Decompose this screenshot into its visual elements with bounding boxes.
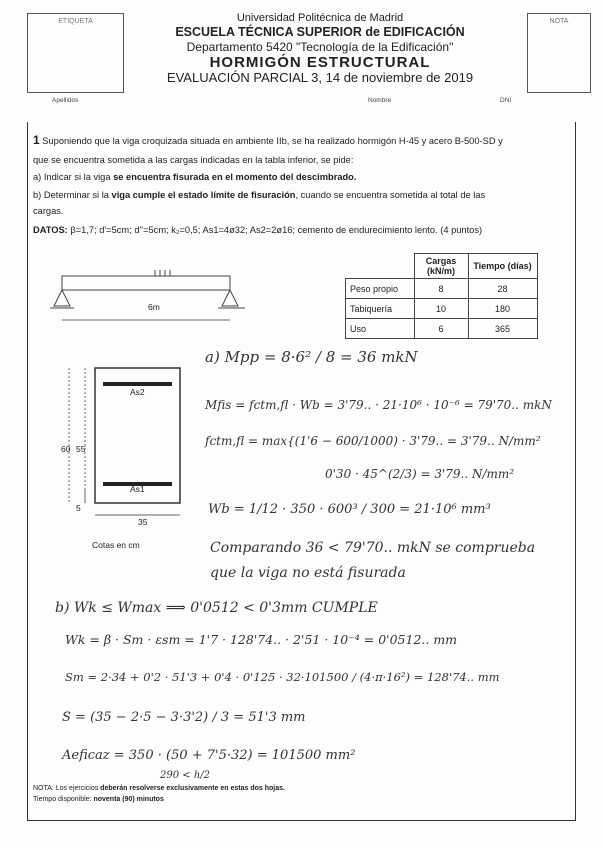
table-header-cell bbox=[346, 254, 415, 279]
footer-note-bold: deberán resolverse exclusivamente en estas dos hojas. bbox=[100, 785, 285, 792]
id-field: DNI bbox=[500, 97, 512, 104]
footer-note-text: NOTA: Los ejercicios bbox=[33, 785, 101, 792]
as2-label: As2 bbox=[130, 387, 145, 397]
footer-note bbox=[33, 785, 285, 792]
answer-line: Wk = β · Sm · εsm = 1'7 · 128'74.. · 2'51 · 10⁻⁴ = 0'0512.. mm bbox=[65, 632, 458, 647]
loads-table bbox=[345, 253, 538, 339]
cover-dim: 5 bbox=[76, 503, 81, 513]
table-row bbox=[346, 299, 538, 319]
footer-time bbox=[33, 796, 164, 803]
question-a-bold: se encuentra fisurada en el momento del descimbrado. bbox=[113, 172, 357, 182]
table-cell: 180 bbox=[468, 299, 537, 319]
name-field: Nombre bbox=[368, 97, 392, 104]
subject-title: HORMIGÓN ESTRUCTURAL bbox=[209, 54, 431, 71]
question-b-text: b) Determinar si la bbox=[33, 190, 112, 200]
problem-line-1 bbox=[33, 133, 503, 147]
problem-data bbox=[33, 225, 482, 235]
table-header-cell: Cargas (kN/m) bbox=[425, 256, 457, 276]
problem-number: 1 bbox=[33, 133, 40, 147]
answer-line: 290 < h/2 bbox=[160, 770, 210, 781]
question-b-post: , cuando se encuentra sometida al total de las bbox=[295, 190, 486, 200]
table-row bbox=[346, 319, 538, 339]
answer-line: Comparando 36 < 79'70.. mkN se comprueba bbox=[210, 540, 536, 556]
span-label: 6m bbox=[148, 302, 160, 312]
data-label: DATOS: bbox=[33, 225, 68, 235]
table-cell: 6 bbox=[414, 319, 468, 339]
answer-line: S = (35 − 2·5 − 3·3'2) / 3 = 51'3 mm bbox=[62, 710, 306, 725]
table-row bbox=[346, 279, 538, 299]
surname-field: Apellidos bbox=[52, 97, 79, 104]
answer-line: b) Wk ≤ Wmax ⟹ 0'0512 < 0'3mm CUMPLE bbox=[55, 600, 378, 616]
university: Universidad Politécnica de Madrid bbox=[236, 12, 404, 24]
grade-box-title: NOTA bbox=[549, 18, 569, 25]
depth-total: 60 bbox=[61, 444, 71, 454]
table-cell: Peso propio bbox=[346, 279, 415, 299]
table-cell: Uso bbox=[346, 319, 415, 339]
table-header-cell: Tiempo (días) bbox=[473, 261, 532, 271]
answer-line: Sm = 2·34 + 0'2 · 51'3 + 0'4 · 0'125 · 32·101500 / (4·π·16²) = 128'74.. mm bbox=[65, 670, 500, 684]
units-note: Cotas en cm bbox=[92, 540, 140, 550]
exam-title: EVALUACIÓN PARCIAL 3, 14 de noviembre de 2019 bbox=[166, 70, 474, 85]
answer-line: a) Mpp = 8·6² / 8 = 36 mkN bbox=[205, 348, 418, 366]
question-a-text: a) Indicar si la viga bbox=[33, 172, 114, 182]
problem-line-2: que se encuentra sometida a las cargas indicadas en la tabla inferior, se pide: bbox=[33, 155, 354, 165]
answer-line: Mfis = fctm,fl · Wb = 3'79.. · 21·10⁶ · 10⁻⁶ = 79'70.. mkN bbox=[205, 398, 552, 412]
answer-line: 0'30 · 45^(2/3) = 3'79.. N/mm² bbox=[325, 467, 515, 481]
answer-line: Wb = 1/12 · 350 · 600³ / 300 = 21·10⁶ mm³ bbox=[208, 502, 491, 517]
school: ESCUELA TÉCNICA SUPERIOR de EDIFICACIÓN bbox=[175, 25, 465, 39]
question-b-cont: cargas. bbox=[33, 206, 64, 216]
data-values: β=1,7; d'=5cm; d''=5cm; k₂=0,5; As1=4ø32; As2=2ø16; cemento de endurecimiento lento. (4 puntos) bbox=[70, 225, 483, 235]
table-cell: 365 bbox=[468, 319, 537, 339]
answer-line: que la viga no está fisurada bbox=[210, 565, 406, 581]
label-box-title: ETIQUETA bbox=[58, 18, 93, 25]
question-a bbox=[33, 172, 356, 182]
answer-line: Aeficaz = 350 · (50 + 7'5·32) = 101500 mm² bbox=[62, 748, 356, 763]
department: Departamento 5420 "Tecnología de la Edificación" bbox=[186, 40, 454, 54]
beam-diagram bbox=[50, 268, 250, 328]
width-dim: 35 bbox=[138, 517, 148, 527]
as1-label: As1 bbox=[130, 484, 145, 494]
footer-time-text: Tiempo disponible: bbox=[33, 796, 94, 803]
question-b bbox=[33, 190, 485, 200]
question-b-bold: viga cumple el estado límite de fisuración bbox=[111, 190, 296, 200]
answer-line: fctm,fl = max{(1'6 − 600/1000) · 3'79.. = 3'79.. N/mm² bbox=[205, 434, 541, 448]
table-cell: 8 bbox=[414, 279, 468, 299]
problem-text: Suponiendo que la viga croquizada situada en ambiente IIb, se ha realizado hormigón H-45 y acero B-500-SD y bbox=[42, 136, 503, 146]
footer-time-bold: noventa (90) minutos bbox=[93, 796, 164, 803]
table-cell: 10 bbox=[414, 299, 468, 319]
depth-eff: 55 bbox=[76, 444, 86, 454]
table-cell: Tabiquería bbox=[346, 299, 415, 319]
table-header bbox=[346, 254, 538, 279]
table-cell: 28 bbox=[468, 279, 537, 299]
cross-section-diagram bbox=[55, 360, 195, 525]
